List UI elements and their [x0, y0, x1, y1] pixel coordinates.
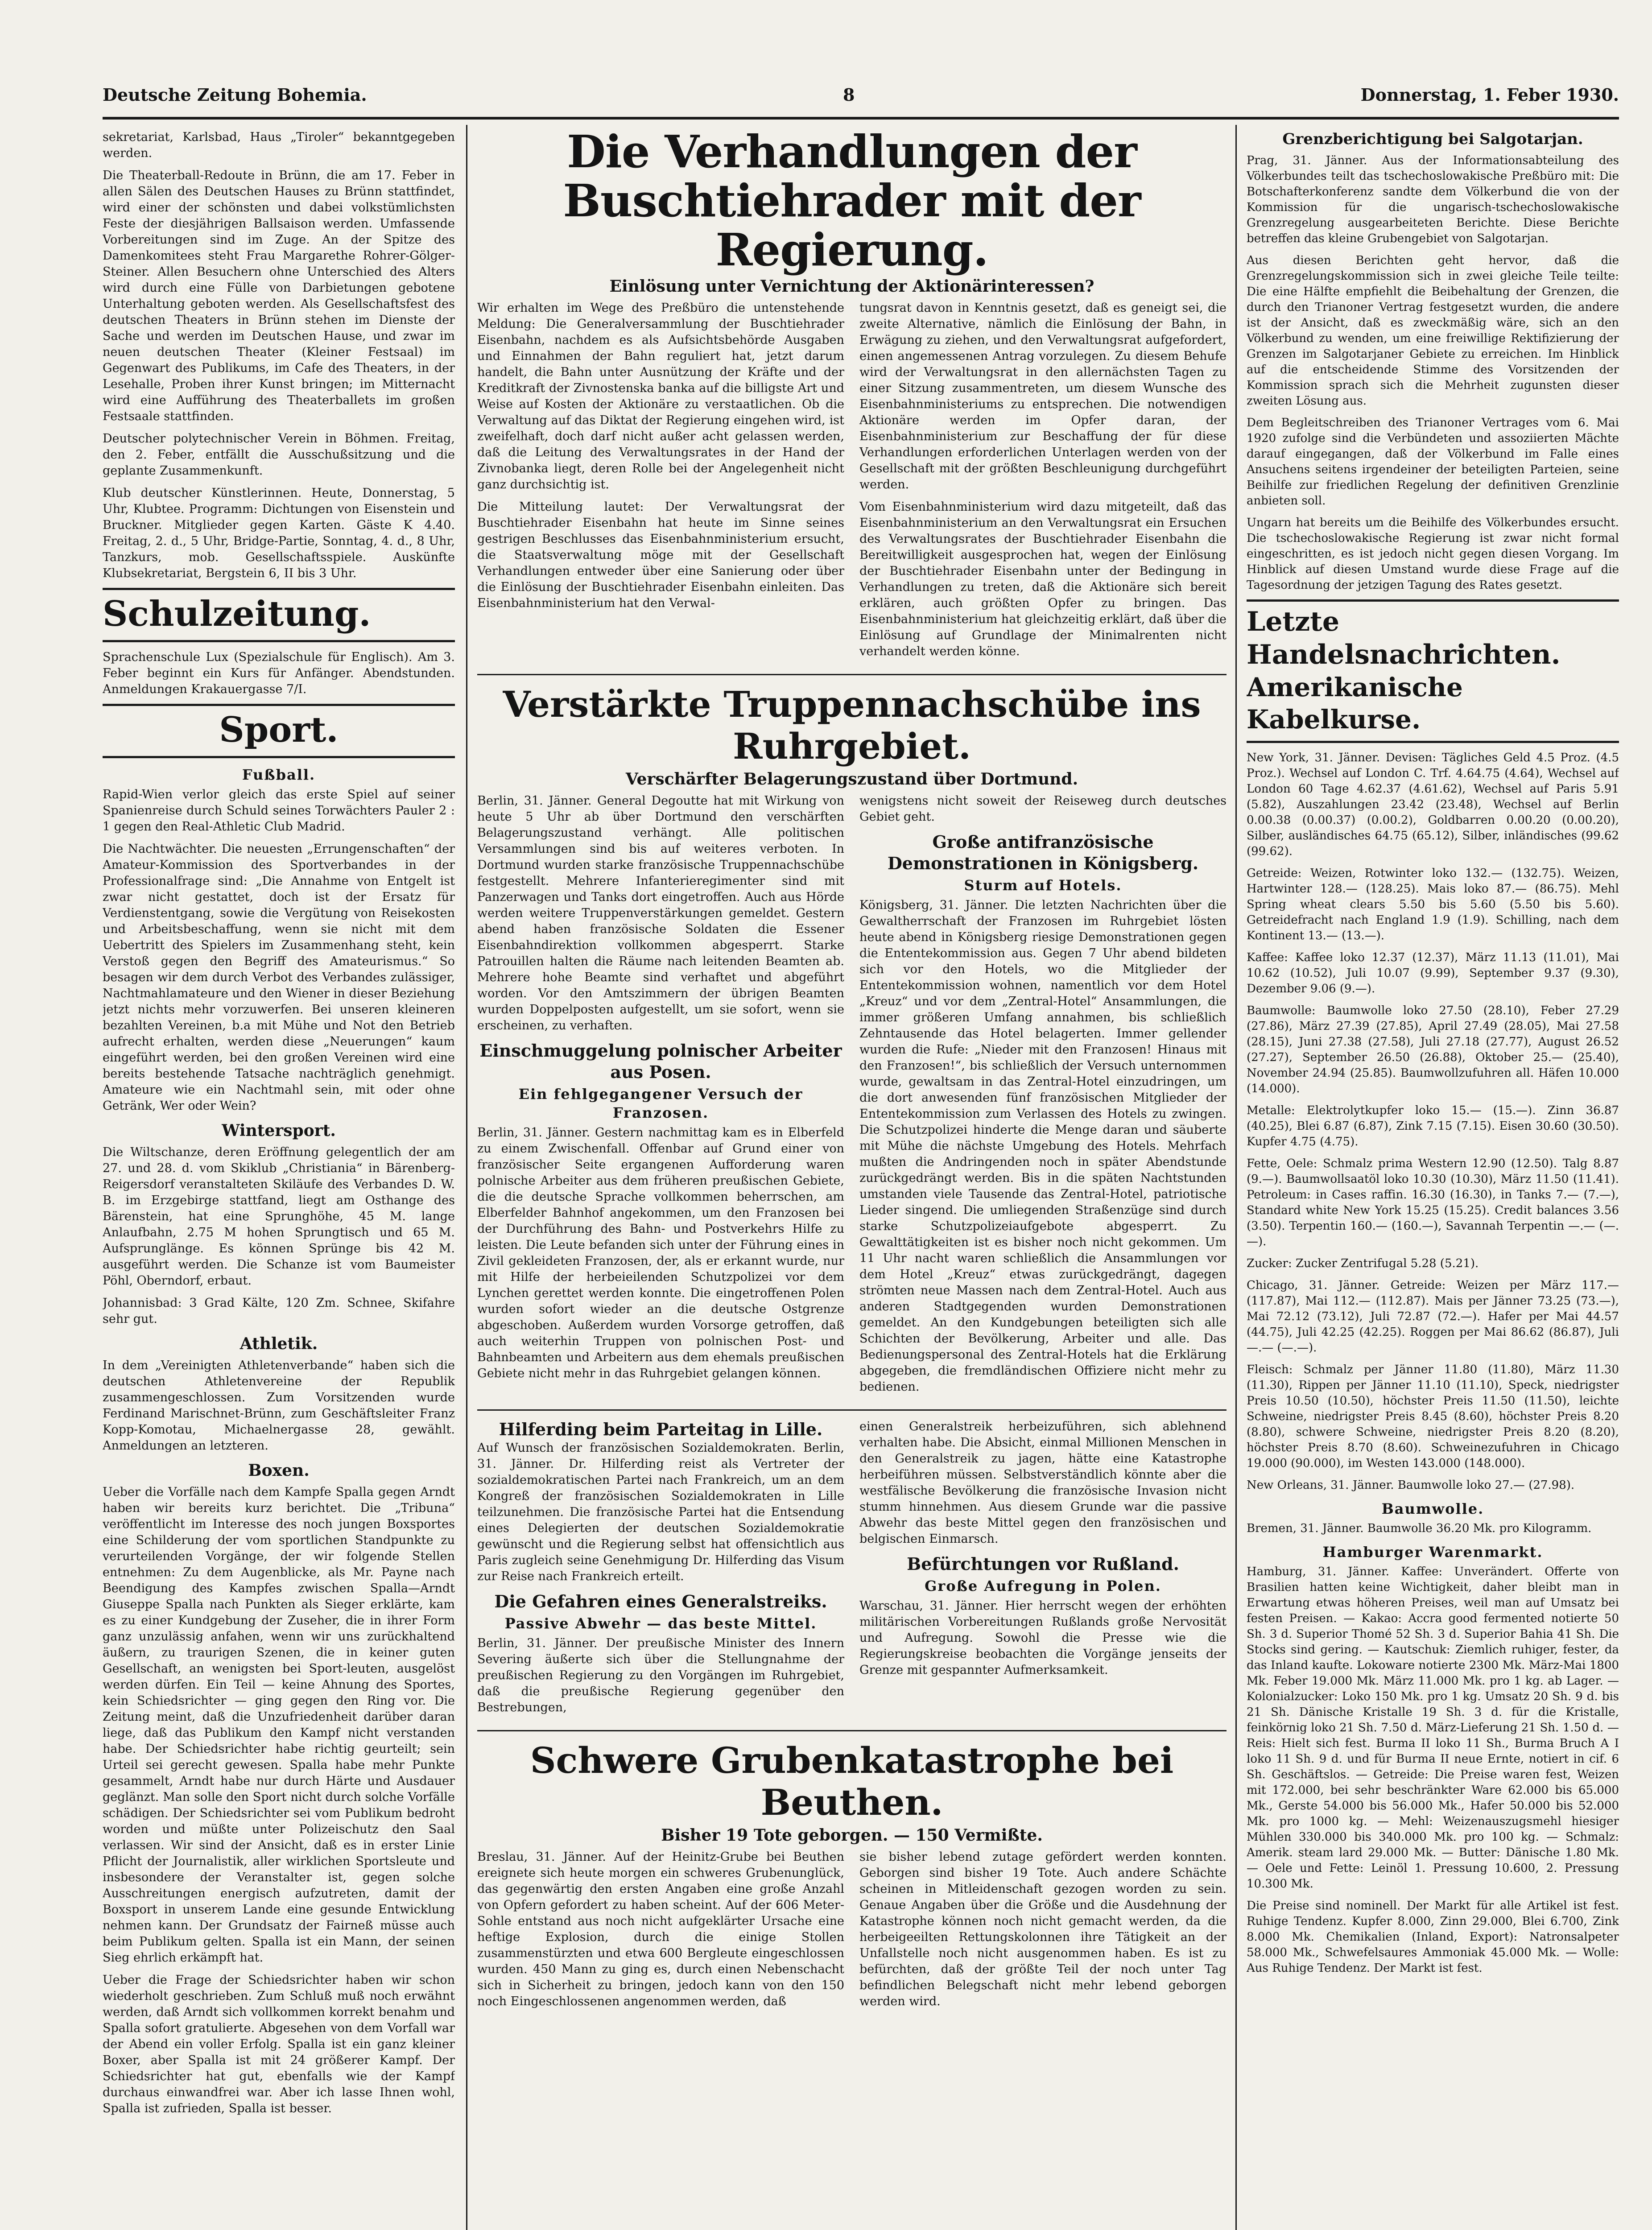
- article-text: sie bisher lebend zutage gefördert werden konnten. Geborgen sind bisher 19 Tote. Auch andere Schächte scheinen in Mitleidenschaft gezogen worden zu sein. Genaue Angaben über die Größe und die Ausdehnung der Katastrophe können noch nicht gemacht werden, da die herbeigeeilten Rettungskolonnen ihre Tätigkeit an der Unfallstelle noch nicht ausgenommen haben. Es ist zu befürchten, daß der größte Teil der noch unter Tag befindlichen Belegschaft nicht mehr lebend geborgen werden wird.: [859, 1850, 1227, 2008]
- article-text: tungsrat davon in Kenntnis gesetzt, daß es geneigt sei, die zweite Alternative, nämlich die Einlösung der Bahn, in Erwägung zu ziehen, und den Verwaltungsrat aufgefordert, einen angemessenen Antrag vorzulegen. Zu diesem Behufe wird der Verwaltungsrat in den allernächsten Tagen zu einer Sitzung zusammentreten, um diesem Wunsche des Eisenbahnministeriums zu entsprechen. Die notwendigen Aktionäre werden im Opfer daran, der Eisenbahnministerium zur Beschaffung der für diese Verhandlungen erforderlichen Unterlagen werden von der Gesellschaft mit der größten Beschleunigung durchgeführt werden.: [859, 301, 1227, 491]
- section-title: Letzte Handelsnachrichten.: [1247, 606, 1561, 670]
- article-headline: Hilferding beim Parteitag in Lille.: [499, 1419, 823, 1439]
- market-text: Fette, Oele: Schmalz prima Western 12.90 (12.50). Talg 8.87 (9.—). Baumwollsaatöl loko 10.30 (10.30), März 11.50 (11.41). Petroleum: in Cases raffin. 16.30 (16.30), in Tanks 7.— (7.—), Standard white New York 15.25 (15.25). Credit balances 3.56 (3.50). Terpentin 160.— (160.—), Savannah Terpentin —.— (—.—).: [1247, 1157, 1619, 1248]
- market-text: Fleisch: Schmalz per Jänner 11.80 (11.80), März 11.30 (11.30), Rippen per Jänner 11.10 (11.10), Speck, niedrigster Preis 10.50 (10.50), höchster Preis 11.50 (11.50), leichte Schweine, niedrigster Preis 8.45 (8.60), höchster Preis 8.20 (8.80), schwere Schweine, niedrigster Preis 8.20 (8.20), höchster Preis 8.70 (8.60). Schweinezufuhren in Chicago 19.000 (90.000), im Westen 143.000 (148.000).: [1247, 1363, 1619, 1470]
- article-text: In dem „Vereinigten Athletenverbande“ haben sich die deutschen Athletenvereine der Republik zusammengeschlossen. Zum Vorsitzenden wurde Ferdinand Marischnet-Brünn, zum Geschäftsleiter Franz Kopp-Komotau, Michaelnergasse 28, gewählt. Anmeldungen an letzteren.: [103, 1359, 455, 1453]
- page-header: [103, 85, 1619, 112]
- article-text: Berlin, 31. Jänner. Gestern nachmittag kam es in Elberfeld zu einem Zwischenfall. Offenbar auf Grund einer von französischer Seite ergangenen Aufforderung waren polnische Arbeiter aus dem früheren preußischen Gebiete, die die deutsche Sprache vollkommen beherrschen, am Elberfelder Bahnhof angekommen, um den Franzosen bei der Durchführung des Bahn- und Postverkehrs Hilfe zu leisten. Die Leute befanden sich unter der Führung eines in Zivil gekleideten Franzosen, der, als er erkannt wurde, nur mit Hilfe der herbeieilenden Schutzpolizei vor dem Lynchen gerettet werden konnte. Die eingetroffenen Polen wurden sofort wieder an die deutsche Ostgrenze abgeschoben. Außerdem wurden Vorsorge getroffen, daß auch weiterhin Truppen von polnischen Post- und Bahnbeamten und Arbeitern aus dem ehemals preußischen Gebiete nicht mehr in das Ruhrgebiet gelangen können.: [477, 1126, 844, 1380]
- article-text: Breslau, 31. Jänner. Auf der Heinitz-Grube bei Beuthen ereignete sich heute morgen ein schweres Grubenunglück, das gegenwärtig den ersten Angaben eine große Anzahl von Opfern gefordert zu haben scheint. Auf der 606 Meter-Sohle entstand aus noch nicht aufgeklärter Ursache eine heftige Explosion, durch die einige Stollen zusammenstürzten und etwa 600 Bergleute eingeschlossen wurden. 450 Mann zu ging es, durch einen Nebenschacht sich in Sicherheit zu bringen, jedoch kann von den 150 noch Eingeschlossenen angenommen werden, daß: [477, 1850, 844, 2008]
- article-text: Sprachenschule Lux (Spezialschule für Englisch). Am 3. Feber beginnt ein Kurs für Anfänger. Abendstunden. Anmeldungen Krakauergasse 7/I.: [103, 650, 455, 696]
- article-body: [477, 793, 1227, 1401]
- market-text: Hamburg, 31. Jänner. Kaffee: Unverändert. Offerte von Brasilien hatten keine Wichtigkeit, daher bleibt man in Erwartung etwas höheren Preises, weil man auf Umsatz bei festen Preisen. — Kakao: Accra good fermented notierte 50 Sh. 3 d. Superior Thomé 52 Sh. 3 d. Superior Bahia 41 Sh. Die Stocks sind gering. — Kautschuk: Ziemlich ruhiger, fester, da das Inland kaufte. Lokoware notierte 2300 Mk. März-Mai 1800 Mk. Feber 19.000 Mk. März 11.000 Mk. pro 1 kg. ab Lager. — Kolonialzucker: Loko 150 Mk. pro 1 kg. Umsatz 20 Sh. 9 d. bis 21 Sh. Dänische Kristalle 19 Sh. 3 d. für die Kristalle, feinkörnig loko 21 Sh. 7.50 d. März-Lieferung 21 Sh. 1.50 d. — Reis: Hielt sich fest. Burma II loko 11 Sh., Burma Bruch A I loko 11 Sh. 9 d. und für Burma II neue Ernte, notiert in cif. 6 Sh. Geschäftslos. — Getreide: Die Preise waren fest, Weizen mit 172.000, bei sehr beschränkter Ware 62.000 bis 65.000 Mk., Gerste 54.000 bis 56.000 Mk., Hafer 50.000 bis 52.000 Mk. pro 1000 kg. — Mehl: Weizenauszugsmehl hiesiger Mühlen 330.000 bis 340.000 Mk. pro 100 kg. — Schmalz: Amerik. steam lard 29.000 Mk. — Butter: Dänische 1.80 Mk. — Oele und Fette: Leinöl 1. Pressung 10.600, 2. Pressung 10.300 Mk.: [1247, 1565, 1619, 1891]
- article-subtitle: Passive Abwehr — das beste Mittel.: [504, 1615, 817, 1632]
- column-divider-right: [1235, 125, 1237, 2230]
- article-text: Ungarn hat bereits um die Beihilfe des Völkerbundes ersucht. Die tschechoslowakische Regierung ist zwar nicht formal eingeschritten, es ist jedoch nicht gegen diesen Vorgang. Im Hinblick auf diesen Umstand wurde diese Frage auf die Tagesordnung der jetzigen Tagung des Rates gesetzt.: [1247, 516, 1619, 592]
- article-text: Prag, 31. Jänner. Aus der Informationsabteilung des Völkerbundes teilt das tschechoslowakische Preßbüro mit: Die Botschafterkonferenz sandte dem Völkerbund die von der Kommission für die ungarisch-tschechoslowakische Grenzregelung ausgearbeiteten Berichte. Diese Berichte betreffen das kleine Grubengebiet von Salgotarjan.: [1247, 154, 1619, 245]
- headline-subtitle: Einlösung unter Vernichtung der Aktionärinteressen?: [609, 277, 1094, 296]
- article-text: Deutscher polytechnischer Verein in Böhmen. Freitag, den 2. Feber, entfällt die Ausschußsitzung und die geplante Zusammenkunft.: [103, 432, 455, 478]
- section-title: Schulzeitung.: [103, 594, 371, 634]
- article-subtitle: Ein fehlgegangener Versuch der Franzosen.: [518, 1086, 803, 1121]
- article-text: Die Wiltschanze, deren Eröffnung gelegentlich der am 27. und 28. d. vom Skiklub „Christiania“ in Bärenberg-Reigersdorf veranstalteten Skiläufe des Verbandes D. W. B. im Erzgebirge stattfand, liegt am Osthange des Bärenstein, hat eine Sprunghöhe, 45 M. lange Anlaufbahn, 2.75 M hohen Sprungtisch und 65 M. Aufsprunglänge. Es können Sprünge bis 42 M. ausgeführt werden. Die Schanze ist vom Baumeister Pöhl, Oberndorf, erbaut.: [103, 1145, 455, 1288]
- subsection-title: Hamburger Warenmarkt.: [1322, 1544, 1543, 1561]
- article-text: Johannisbad: 3 Grad Kälte, 120 Zm. Schnee, Skifahre sehr gut.: [103, 1296, 455, 1326]
- article-text: Auf Wunsch der französischen Sozialdemokraten. Berlin, 31. Jänner. Dr. Hilferding reist als Vertreter der sozialdemokratischen Partei nach Frankreich, um an dem Kongreß der französischen Sozialdemokraten in Lille teilzunehmen. Die französische Partei hat die Entsendung eines Delegierten der deutschen Sozialdemokratie gewünscht und die Regierung selbst hat offensichtlich aus Paris zugleich seine Genehmigung Dr. Hilferding das Visum zur Reise nach Frankreich erteilt.: [477, 1441, 844, 1583]
- page-number: 8: [843, 85, 855, 105]
- main-column: [477, 127, 1227, 2230]
- article-headline: Die Gefahren eines Generalstreiks.: [494, 1591, 827, 1611]
- market-text: Baumwolle: Baumwolle loko 27.50 (28.10), Feber 27.29 (27.86), März 27.39 (27.85), April 27.49 (28.05), Mai 27.58 (28.15), Juni 27.38 (27.58), Juli 27.18 (27.77), August 26.52 (27.27), September 26.50 (26.88), Oktober 25.— (25.40), November 24.94 (25.85). Baumwollzufuhren all. Häfen 10.000 (14.000).: [1247, 1004, 1619, 1095]
- section-subtitle: Amerikanische Kabelkurse.: [1247, 672, 1463, 735]
- subsection-title: Wintersport.: [222, 1121, 336, 1140]
- section-sport: [103, 704, 455, 758]
- market-text: Bremen, 31. Jänner. Baumwolle 36.20 Mk. pro Kilogramm.: [1247, 1522, 1592, 1535]
- market-text: New Orleans, 31. Jänner. Baumwolle loko 27.— (27.98).: [1247, 1478, 1575, 1492]
- article-headline: Befürchtungen vor Rußland.: [907, 1554, 1179, 1574]
- section-divider: [477, 674, 1227, 675]
- article-text: Aus diesen Berichten geht hervor, daß die Grenzregelungskommission sich in zwei gleiche Teile teilte: Die eine Hälfte empfiehlt die Beibehaltung der Grenzen, die durch den Trianoner Vertrag festgesetzt wurden, die andere ist der Ansicht, daß es zweckmäßig wäre, sich an den Völkerbund zu wenden, um eine freiwillige Rektifizierung der Grenzen im Salgotarjaner Gebiete zu erreichen. Im Hinblick auf die entscheidende Stimme des Vorsitzenden der Kommission sprach sich die Mehrheit zugunsten dieser zweiten Lösung aus.: [1247, 254, 1619, 408]
- article-text: Berlin, 31. Jänner. General Degoutte hat mit Wirkung von heute 5 Uhr ab über Dortmund den verschärften Belagerungszustand verhängt. Alle politischen Versammlungen sind bis auf weiteres verboten. In Dortmund wurden starke französische Truppennachschübe festgestellt. Mehrere Infanterieregimenter sind mit Panzerwagen und Tanks dort eingetroffen. Auch aus Hörde werden weitere Truppenverstärkungen gemeldet. Gestern abend haben französische Soldaten die Essener Eisenbahndirektion vollkommen abgesperrt. Starke Patrouillen halten die Räume nach leitenden Beamten ab. Mehrere hohe Beamte sind verhaftet und abgeführt worden. Vor den Amtszimmern der übrigen Beamten wurden Doppelposten aufgestellt, um sie sofort, wenn sie erscheinen, zu verhaften.: [477, 794, 844, 1032]
- subsection-title: Athletik.: [240, 1334, 318, 1353]
- market-text: New York, 31. Jänner. Devisen: Tägliches Geld 4.5 Proz. (4.5 Proz.). Wechsel auf London C. Trf. 4.64.75 (4.64), Wechsel auf London 60 Tage 4.62.37 (4.61.62), Wechsel auf Paris 5.91 (5.82), Auszahlungen 23.42 (23.48), Wechsel auf Berlin 0.00.38 (0.00.37) (0.00.2), Goldbarren 0.00.20 (0.00.20), Silber, ausländisches 64.75 (65.12), Silber, inländisches (99.62 (99.62).: [1247, 751, 1619, 858]
- section-divider: [477, 1730, 1227, 1731]
- masthead-left: Deutsche Zeitung Bohemia.: [103, 85, 367, 105]
- article-text: Wir erhalten im Wege des Preßbüro die untenstehende Meldung: Die Generalversammlung der Buschtiehrader Eisenbahn, nachdem es als Aufsichtsbehörde Ausgaben und Einnahmen der Bahn reguliert hat, jetzt darum handelt, die Bahn unter Ausnützung der Kräfte und der Kreditkraft der Zivnostenska banka auf die billigste Art und Weise auf Kosten der Aktionäre zu verstaatlichen. Ob die Verwaltung auf das Diktat der Regierung eingehen wird, ist zweifelhaft, doch darf nicht außer acht gelassen werden, daß die Leitung des Verwaltungsrates in der Hand der Zivnobanka liegt, deren Rolle bei der Angelegenheit nicht ganz durchsichtig ist.: [477, 301, 844, 491]
- article-text: wenigstens nicht soweit der Reiseweg durch deutsches Gebiet geht.: [859, 794, 1227, 824]
- left-column: [103, 129, 455, 2230]
- market-text: Metalle: Elektrolytkupfer loko 15.— (15.—). Zinn 36.87 (40.25), Blei 6.87 (6.87), Zink 7.15 (7.15). Eisen 30.60 (30.50). Kupfer 4.75 (4.75).: [1247, 1104, 1619, 1148]
- header-rule: [103, 117, 1619, 120]
- section-schulzeitung: [103, 588, 455, 642]
- market-text: Getreide: Weizen, Rotwinter loko 132.— (132.75). Weizen, Hartwinter 128.— (128.25). Mais loko 87.— (86.75). Mehl Spring wheat clears 5.50 bis 5.60 (5.50 bis 5.60). Getreidefracht nach England 1.9 (1.9). Schilling, nach dem Kontinent 13.— (13.—).: [1247, 867, 1619, 942]
- column-divider-left: [466, 125, 467, 2230]
- issue-date: Donnerstag, 1. Feber 1930.: [1360, 85, 1619, 105]
- market-text: Zucker: Zucker Zentrifugal 5.28 (5.21).: [1247, 1257, 1479, 1270]
- article-text: Ueber die Vorfälle nach dem Kampfe Spalla gegen Arndt haben wir bereits kurz berichtet. Die „Tribuna“ veröffentlicht im Interesse des noch jungen Boxsportes eine Schilderung der vom sportlichen Standpunkte zu verurteilenden Vorgänge, der wir folgende Stellen entnehmen: Zu dem Augenblicke, als Mr. Payne nach Beendigung des Kampfes zwischen Spalla—Arndt Giuseppe Spalla nach Punkten als Sieger erklärte, kam es zu einer Kundgebung der Zuseher, die in ihrer Form ganz unzulässig anfahen, wenn wir uns zurückhaltend äußern, zu traurigen Szenen, die in keiner guten Gesellschaft, an wenigsten bei Sport-leuten, ausgelöst werden dürfen. Ein Teil — keine Ahnung des Sportes, kein Schiedsrichter — ging gegen den Ring vor. Die Zeitung meint, daß die Unzufriedenheit darüber daran liege, daß das Publikum den Kampf nicht verstanden habe. Der Schiedsrichter habe richtig geurteilt; sein Urteil sei gerecht gewesen. Spalla habe mehr Punkte gesammelt, Arndt habe nur durch Härte und Ausdauer geglänzt. Man solle den Sport nicht durch solche Vorfälle schädigen. Der Schiedsrichter sei vom Publikum bedroht worden und müßte unter Polizeischutz den Saal verlassen. Wir sind der Ansicht, daß es in erster Linie Pflicht der Journalistik, aller wirklichen Sportsleute und insbesondere der Veranstalter ist, gegen solche Ausschreitungen energisch aufzutreten, damit der Boxsport in unserem Lande eine gesunde Entwicklung nehmen kann. Der Grundsatz der Fairneß müsse auch beim Publikum gelten. Spalla ist ein Mann, der seinen Sieg ehrlich erkämpft hat.: [103, 1485, 455, 1965]
- article-headline: Grenzberichtigung bei Salgotarjan.: [1282, 130, 1583, 148]
- article-headline: Einschmuggelung polnischer Arbeiter aus Posen.: [479, 1041, 842, 1082]
- headline-subtitle: Bisher 19 Tote geborgen. — 150 Vermißte.: [661, 1826, 1043, 1845]
- article-body: [477, 1419, 1227, 1722]
- article-body: [477, 1849, 1227, 2016]
- article-text: Berlin, 31. Jänner. Der preußische Minister des Innern Severing äußerte sich über die Stellungnahme der preußischen Regierung zu den Vorgängen im Ruhrgebiet, daß die preußische Regierung gegenüber den Bestrebungen,: [477, 1636, 844, 1714]
- subsection-title: Boxen.: [248, 1461, 310, 1480]
- article-text: Rapid-Wien verlor gleich das erste Spiel auf seiner Spanienreise durch Schuld seines Torwächters Pauler 2 : 1 gegen den Real-Athletic Club Madrid.: [103, 788, 455, 834]
- article-text: Ueber die Frage der Schiedsrichter haben wir schon wiederholt geschrieben. Zum Schluß muß noch erwähnt werden, daß Arndt sich vollkommen korrekt benahm und Spalla sofort gratulierte. Abgesehen von dem Vorfall war der Abend ein voller Erfolg. Spalla ist ein ganz kleiner Boxer, aber Spalla ist mit 24 größerer Kampf. Der Schiedsrichter hat gut, ebenfalls wie der Kampf durchaus einwandfrei war. Aber ich lasse Ihnen wohl, Spalla ist zufrieden, Spalla ist besser.: [103, 1973, 455, 2115]
- market-text: Kaffee: Kaffee loko 12.37 (12.37), März 11.13 (11.01), Mai 10.62 (10.52), Juli 10.07 (9.99), September 9.37 (9.30), Dezember 9.06 (9.—).: [1247, 951, 1619, 995]
- section-divider: [477, 1409, 1227, 1411]
- right-column: [1247, 127, 1619, 2230]
- article-text: Dem Begleitschreiben des Trianoner Vertrages vom 6. Mai 1920 zufolge sind die Verbündeten und assoziierten Mächte darauf eingegangen, daß der Völkerbund im Falle eines Ansuchens seitens irgendeiner der beteiligten Parteien, seine Beihilfe zur friedlichen Regelung der definitiven Grenzlinie anbieten soll.: [1247, 416, 1619, 508]
- headline-subtitle: Verschärfter Belagerungszustand über Dortmund.: [625, 770, 1078, 789]
- article-text: Die Nachtwächter. Die neuesten „Errungenschaften“ der Amateur-Kommission des Sportverbandes in der Professionalfrage sind: „Die Annahme von Entgelt ist zwar nicht gestattet, doch ist der Ersatz für Verdienstentgang, sowie die Vergütung von Reisekosten und Arbeitsbeschaffung, wenn sie nicht mit dem Uebertritt des Spielers im Zusammenhang steht, kein Verstoß gegen den Begriff des Amateurismus.“ So besagen wir dem durch Verbot des Verbandes zulässiger, Nachtmahlamateure und den Wiener in dieser Beziehung jetzt nichts mehr vorzuwerfen. Bei unseren kleineren bezahlten Vereinen, b.a mit Mühe und Not den Betrieb aufrecht erhalten, werden diese „Neuerungen“ kaum eingeführt werden, bei den großen Vereinen wird eine bereits bestehende Tatsache nachträglich genehmigt. Amateure wie ein Nachtmahl sein, mit oder ohne Getränk, Wer oder Wein?: [103, 842, 455, 1113]
- headline-buschtiehrad: Die Verhandlungen der Buschtiehrader mit der Regierung.: [563, 127, 1141, 276]
- article-text: Warschau, 31. Jänner. Hier herrscht wegen der erhöhten militärischen Vorbereitungen Rußlands große Nervosität und Aufregung. Sowohl die Presse wie die Regierungskreise beobachten die Vorgänge jenseits der Grenze mit gespannter Aufmerksamkeit.: [859, 1599, 1227, 1677]
- article-text: einen Generalstreik herbeizuführen, sich ablehnend verhalten habe. Die Absicht, einmal Millionen Menschen in den Generalstreik zu jagen, hätte eine Katastrophe herbeiführen müssen. Selbstverständlich könnte aber die westfälische Bevölkerung die französische Invasion nicht stumm hinnehmen. Aus diesem Grunde war die passive Abwehr das beste Mittel gegen den französischen und belgischen Einmarsch.: [859, 1420, 1227, 1546]
- article-text: Klub deutscher Künstlerinnen. Heute, Donnerstag, 5 Uhr, Klubtee. Programm: Dichtungen von Eisenstein und Bruckner. Mitglieder gegen Karten. Gäste K 4.40. Freitag, 2. d., 5 Uhr, Bridge-Partie, Sonntag, 4. d., 8 Uhr, Tanzkurs, mob. Gesellschaftsspiele. Auskünfte Klubsekretariat, Bergstein 6, II bis 3 Uhr.: [103, 486, 455, 580]
- article-body: [477, 300, 1227, 666]
- subsection-title: Fußball.: [242, 766, 316, 783]
- headline-ruhrgebiet: Verstärkte Truppennachschübe ins Ruhrgebiet.: [503, 683, 1201, 767]
- market-text: Die Preise sind nominell. Der Markt für alle Artikel ist fest. Ruhige Tendenz. Kupfer 8.000, Zinn 29.000, Blei 6.700, Zink 8.000 Mk. Chemikalien (Inland, Export): Natronsalpeter 58.000 Mk., Schwefelsaures Ammoniak 45.000 Mk. — Wolle: Aus Ruhige Tendenz. Der Markt ist fest.: [1247, 1899, 1619, 1975]
- section-title: Sport.: [219, 710, 339, 750]
- article-headline: Große antifranzösische Demonstrationen in Königsberg.: [887, 832, 1199, 873]
- section-handel: [1247, 599, 1619, 743]
- article-subtitle: Große Aufregung in Polen.: [925, 1578, 1161, 1594]
- article-text: Die Theaterball-Redoute in Brünn, die am 17. Feber in allen Sälen des Deutschen Hauses zu Brünn stattfindet, wird einer der schönsten und dabei volkstümlichsten Feste der diesjährigen Ballsaison werden. Umfassende Vorbereitungen sind im Zuge. An der Spitze des Damenkomitees steht Frau Margarethe Rohrer-Gölger-Steiner. Allen Besuchern ohne Unterschied des Alters wird durch eine Fülle von Darbietungen gebotene Unterhaltung geboten werden. Als Gesellschaftsfest des deutschen Theaters in Brünn stehen im Dienste der Sache und werden im Deutschen Hause, und zwar im neuen deutschen Theater (Kleiner Festsaal) im Gegenwart des Publikums, im Cafe des Theaters, in der Lesehalle, Proben ihrer Kunst bringen; im Mitternacht wird eine Aufführung des Theaterballets im großen Festsaale stattfinden.: [103, 169, 455, 423]
- market-text: Chicago, 31. Jänner. Getreide: Weizen per März 117.— (117.87), Mai 112.— (112.87). Mais per Jänner 73.25 (73.—), Mai 72.12 (73.12), Juli 72.87 (72.—). Hafer per Mai 44.57 (44.75), Juli 42.25 (42.25). Roggen per Mai 86.62 (86.87), Juli —.— (—.—).: [1247, 1279, 1619, 1355]
- headline-grubenkatastrophe: Schwere Grubenkatastrophe bei Beuthen.: [530, 1739, 1174, 1823]
- article-subtitle: Sturm auf Hotels.: [964, 877, 1122, 894]
- article-text: Vom Eisenbahnministerium wird dazu mitgeteilt, daß das Eisenbahnministerium an den Verwaltungsrat ein Ersuchen des Verwaltungsrates der Buschtiehrader Eisenbahn die Bereitwilligkeit ausgesprochen hat, wegen der Einlösung der Buschtiehrader Eisenbahn unter der Bedingung in Verhandlungen zu treten, daß die Aktionäre sich bereit erklären, auch größten Opfer zu bringen. Das Eisenbahnministerium hat gleichzeitig erklärt, daß über die Einlösung auf Grundlage der Minimalrenten nicht verhandelt werden könne.: [859, 500, 1227, 658]
- article-text: sekretariat, Karlsbad, Haus „Tiroler“ bekanntgegeben werden.: [103, 130, 455, 160]
- subsection-title: Baumwolle.: [1381, 1500, 1484, 1517]
- article-text: Die Mitteilung lautet: Der Verwaltungsrat der Buschtiehrader Eisenbahn hat heute im Sinne seines gestrigen Beschlusses das Eisenbahnministerium ersucht, die Staatsverwaltung möge mit der Gesellschaft Verhandlungen entweder über eine Sanierung oder über die Einlösung der Buschtiehrader Eisenbahn einleiten. Das Eisenbahnministerium hat den Verwal-: [477, 500, 844, 610]
- article-text: Königsberg, 31. Jänner. Die letzten Nachrichten über die Gewaltherrschaft der Franzosen im Ruhrgebiet lösten heute abend in Königsberg riesige Demonstrationen gegen die Ententekommission aus. Gegen 7 Uhr abend bildeten sich vor den Hotels, wo die Mitglieder der Ententekommission wohnen, namentlich vor dem Hotel „Kreuz“ und vor dem „Zentral-Hotel“ Ansammlungen, die immer größeren Umfang annahmen, bis schließlich Zehntausende das Hotel belagerten. Immer gellender wurden die Rufe: „Nieder mit den Franzosen! Hinaus mit den Franzosen!“, bis schließlich der Versuch unternommen wurde, gewaltsam in das Zentral-Hotel einzudringen, um die dort anwesenden fünf französischen Mitglieder der Ententekommission zum Verlassen des Hotels zu zwingen. Die Schutzpolizei hinderte die Menge daran und säuberte mit Mühe die nächste Umgebung des Hotels. Mehrfach mußten die Andringenden noch in später Abendstunde zurückgedrängt werden. Bis in die späten Nachtstunden umstanden viele Tausende das Zentral-Hotel, patriotische Lieder singend. Die umliegenden Straßenzüge sind durch starke Schutzpolizeiaufgebote abgesperrt. Zu Gewalttätigkeiten ist es bisher noch nicht gekommen. Um 11 Uhr nacht waren schließlich die Ansammlungen vor dem Hotel „Kreuz“ etwas zurückgedrängt, dagegen strömten neue Massen nach dem Zentral-Hotel. Auch aus anderen Stadtgegenden wurden Demonstrationen gemeldet. An den Kundgebungen beteiligten sich alle Schichten der Bevölkerung, Arbeiter und alle. Das Bedienungspersonal des Zentral-Hotels hat die Erklärung abgegeben, die fremdländischen Offiziere nicht mehr zu bedienen.: [859, 898, 1227, 1394]
